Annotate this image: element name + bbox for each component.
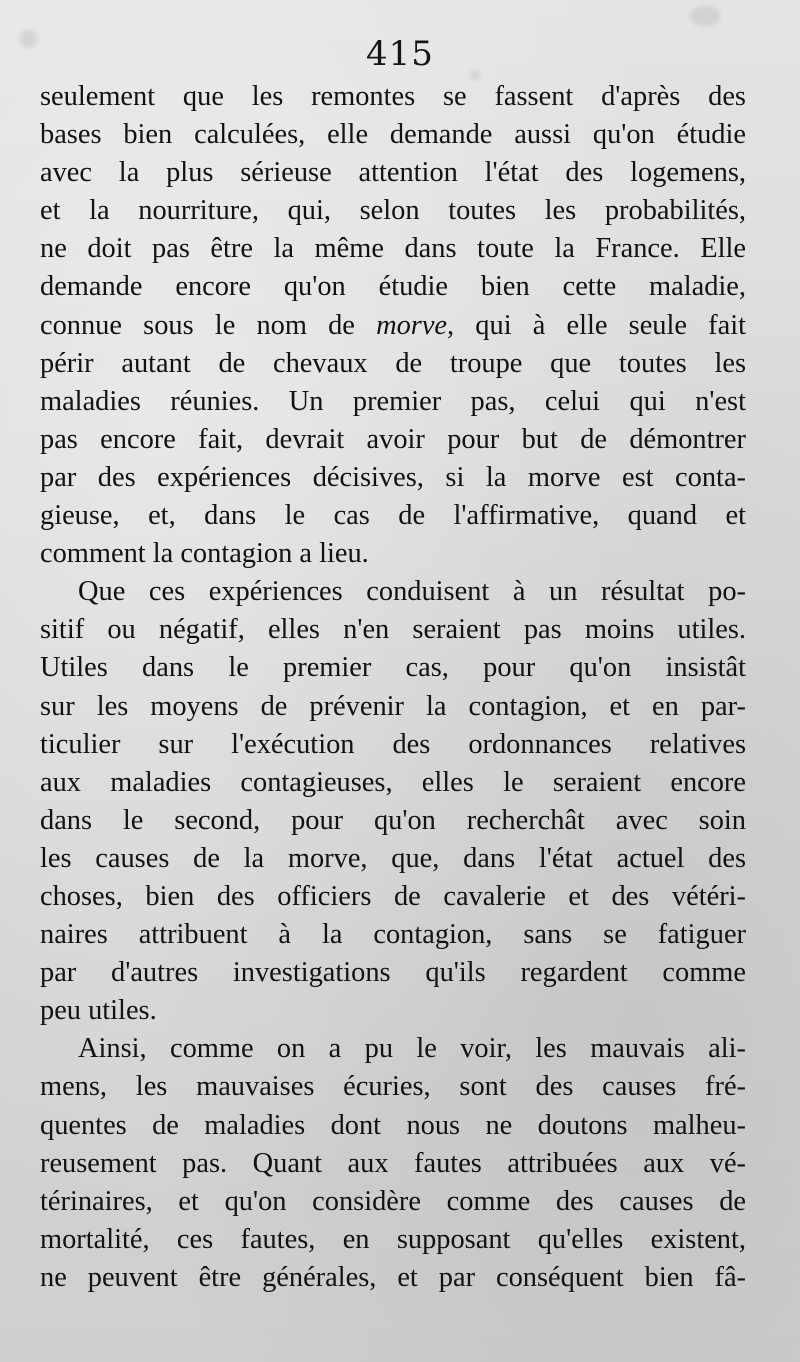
text-line — [40, 230, 746, 268]
text-line — [40, 1068, 746, 1106]
text-line-content: sur les moyens de prévenir la contagion, et en par- — [40, 690, 746, 722]
text-line-content: demande encore qu'on étudie bien cette maladie, — [40, 271, 746, 303]
body-text — [40, 78, 746, 1297]
text-line — [40, 878, 746, 916]
text-line — [40, 954, 746, 992]
text-line-content: Que ces expériences conduisent à un résultat po- — [78, 576, 746, 608]
text-line-content: maladies réunies. Un premier pas, celui qui n'est — [40, 385, 746, 417]
text-line-content: périr autant de chevaux de troupe que toutes les — [40, 347, 746, 379]
text-line-content: les causes de la morve, que, dans l'état actuel des — [40, 842, 746, 874]
text-line — [40, 497, 746, 535]
text-line-content: et la nourriture, qui, selon toutes les probabilités, — [40, 195, 746, 227]
text-line — [40, 192, 746, 230]
text-line — [40, 573, 746, 611]
text-line — [40, 688, 746, 726]
text-line — [40, 535, 746, 573]
text-line-content: naires attribuent à la contagion, sans se fatiguer — [40, 919, 746, 951]
text-line — [40, 383, 746, 421]
text-line — [40, 840, 746, 878]
text-line — [40, 916, 746, 954]
text-line — [40, 764, 746, 802]
text-line — [40, 78, 746, 116]
text-line — [40, 992, 746, 1030]
text-line-content: Ainsi, comme on a pu le voir, les mauvais ali- — [78, 1033, 746, 1065]
text-line-content: ne peuvent être générales, et par conséquent bien fâ- — [40, 1261, 746, 1293]
text-line-content: quentes de maladies dont nous ne doutons malheu- — [40, 1109, 746, 1141]
text-line-content: sitif ou négatif, elles n'en seraient pas moins utiles. — [40, 614, 746, 646]
text-line — [40, 307, 746, 345]
text-line — [40, 1183, 746, 1221]
text-line-content: ticulier sur l'exécution des ordonnances relatives — [40, 728, 746, 760]
text-line-content: aux maladies contagieuses, elles le seraient encore — [40, 766, 746, 798]
text-line-content: seulement que les remontes se fassent d'après des — [40, 81, 746, 112]
text-line-content: gieuse, et, dans le cas de l'affirmative, quand et — [40, 500, 746, 532]
text-line — [40, 154, 746, 192]
italic-term: morve — [376, 309, 448, 341]
text-line — [40, 345, 746, 383]
text-line-content: bases bien calculées, elle demande aussi qu'on étudie — [40, 119, 746, 151]
text-line — [40, 802, 746, 840]
text-line — [40, 649, 746, 687]
text-line — [40, 1259, 746, 1297]
text-line-content: reusement pas. Quant aux fautes attribuées aux vé- — [40, 1147, 746, 1179]
text-line — [40, 611, 746, 649]
text-line — [40, 1107, 746, 1145]
text-line-content: pas encore fait, devrait avoir pour but de démontrer — [40, 423, 746, 455]
text-line-content: mortalité, ces fautes, en supposant qu'elles existent, — [40, 1223, 746, 1255]
text-line — [40, 1221, 746, 1259]
text-line — [40, 1145, 746, 1183]
text-line-continuation: , qui à elle seule fait — [447, 309, 746, 341]
text-line-content: térinaires, et qu'on considère comme des causes de — [40, 1185, 746, 1217]
text-line-content: dans le second, pour qu'on recherchât avec soin — [40, 804, 746, 836]
text-line-content: par d'autres investigations qu'ils regardent comme — [40, 957, 746, 989]
text-line — [40, 459, 746, 497]
text-line — [40, 1030, 746, 1068]
text-line-content: par des expériences décisives, si la morve est conta- — [40, 461, 746, 493]
text-line — [40, 726, 746, 764]
paper-stain — [690, 6, 720, 26]
text-line-content: avec la plus sérieuse attention l'état des logemens, — [40, 157, 746, 189]
text-line-content: peu utiles. — [40, 995, 157, 1027]
text-line-content: comment la contagion a lieu. — [40, 538, 369, 570]
text-line-content: connue sous le nom de — [40, 309, 355, 341]
text-line — [40, 421, 746, 459]
text-line-content: mens, les mauvaises écuries, sont des causes fré- — [40, 1071, 746, 1103]
text-line-content: ne doit pas être la même dans toute la France. Elle — [40, 233, 746, 265]
page-number: 415 — [366, 34, 434, 74]
text-line — [40, 268, 746, 306]
text-line — [40, 116, 746, 154]
text-line-content: Utiles dans le premier cas, pour qu'on insistât — [40, 652, 746, 684]
text-line-content: choses, bien des officiers de cavalerie et des vétéri- — [40, 880, 746, 912]
